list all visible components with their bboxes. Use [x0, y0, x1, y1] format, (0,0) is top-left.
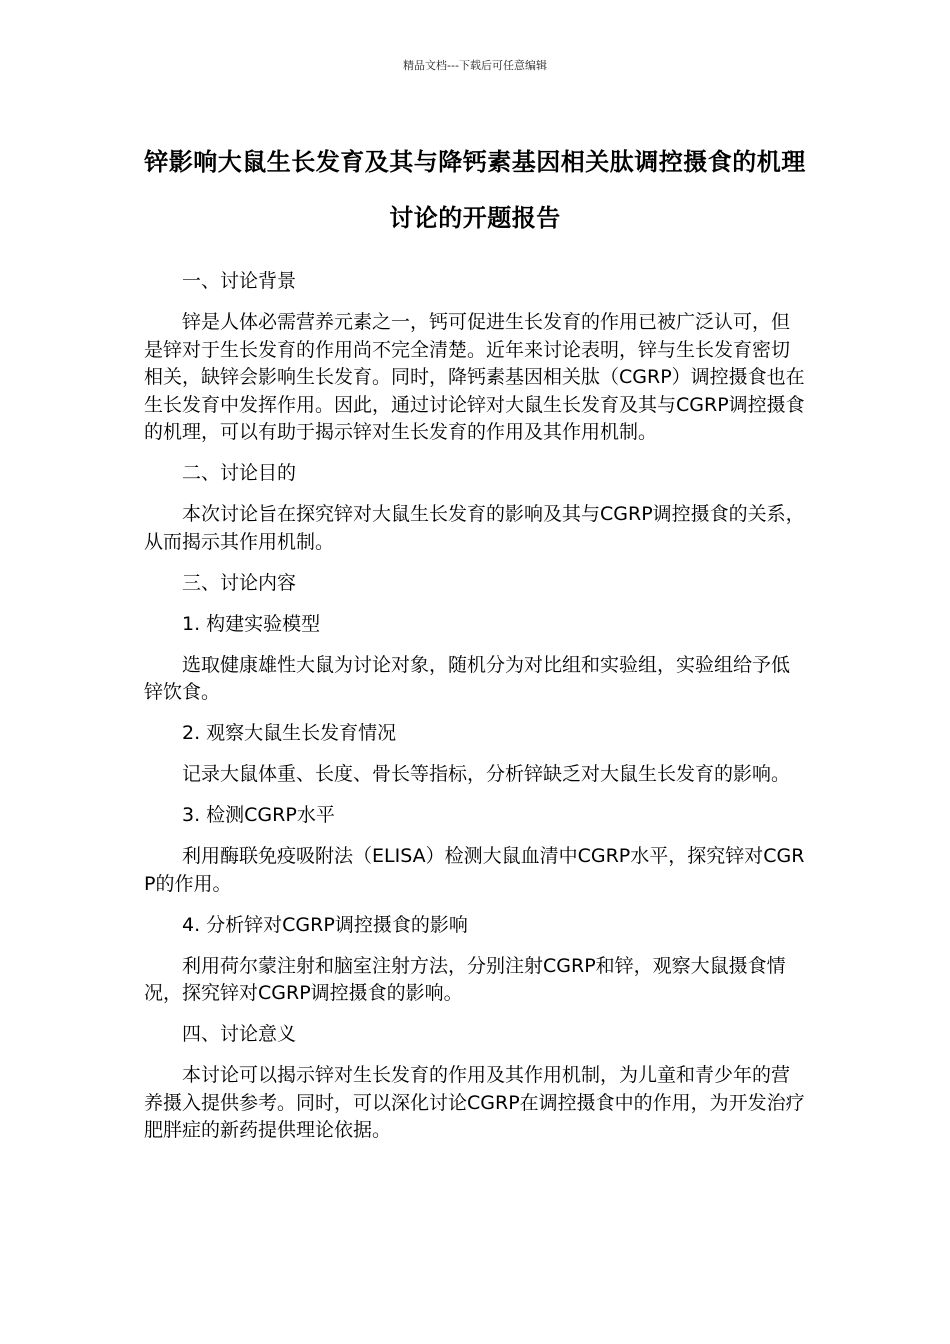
header-note: 精品文档---下载后可任意编辑 [403, 59, 547, 72]
subheading-cgrp-level: 3. 检测CGRP水平 [182, 804, 335, 826]
section-heading-background: 一、讨论背景 [182, 270, 297, 292]
section-heading-purpose: 二、讨论目的 [182, 462, 297, 484]
paragraph-feeding: 利用荷尔蒙注射和脑室注射方法，分别注射CGRP和锌，观察大鼠摄食情况，探究锌对CGRP调控摄食的影响。 [144, 954, 786, 1004]
subheading-feeding: 4. 分析锌对CGRP调控摄食的影响 [182, 913, 468, 936]
paragraph-model: 选取健康雄性大鼠为讨论对象，随机分为对比组和实验组，实验组给予低锌饮食。 [144, 653, 791, 703]
document-title: 锌影响大鼠生长发育及其与降钙素基因相关肽调控摄食的机理讨论的开题报告 [144, 148, 806, 232]
document-body [144, 268, 808, 1158]
paragraph-background: 锌是人体必需营养元素之一，钙可促进生长发育的作用已被广泛认可，但是锌对于生长发育的作用尚不完全清楚。近年来讨论表明，锌与生长发育密切相关，缺锌会影响生长发育。同时，降钙素基因相关肽（CGRP）调控摄食也在生长发育中发挥作用。因此，通过讨论锌对大鼠生长发育及其与CGRP调控摄食的机理，可以有助于揭示锌对生长发育的作用及其作用机制。 [144, 311, 805, 443]
section-heading-content: 三、讨论内容 [182, 571, 297, 594]
paragraph-purpose: 本次讨论旨在探究锌对大鼠生长发育的影响及其与CGRP调控摄食的关系，从而揭示其作用机制。 [144, 503, 805, 553]
paragraph-growth: 记录大鼠体重、长度、骨长等指标，分析锌缺乏对大鼠生长发育的影响。 [182, 763, 791, 785]
paragraph-cgrp-level: 利用酶联免疫吸附法（ELISA）检测大鼠血清中CGRP水平，探究锌对CGRP的作用。 [144, 845, 805, 895]
subheading-model: 1. 构建实验模型 [182, 612, 321, 635]
paragraph-significance: 本讨论可以揭示锌对生长发育的作用及其作用机制，为儿童和青少年的营养摄入提供参考。同时，可以深化讨论CGRP在调控摄食中的作用，为开发治疗肥胖症的新药提供理论依据。 [144, 1064, 805, 1141]
section-heading-significance: 四、讨论意义 [182, 1023, 297, 1045]
subheading-growth: 2. 观察大鼠生长发育情况 [182, 722, 397, 744]
